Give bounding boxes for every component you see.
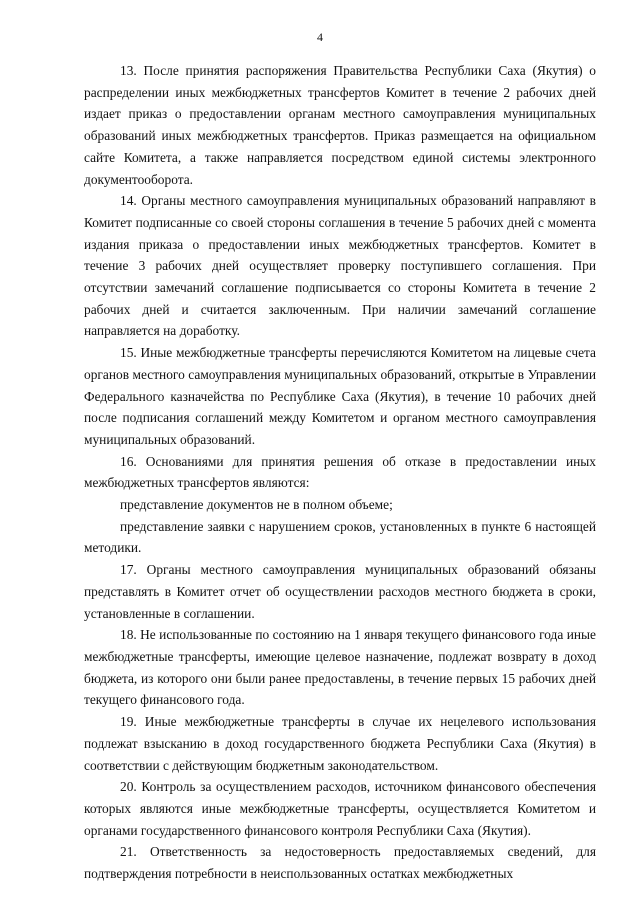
paragraph-16-item-2: представление заявки с нарушением сроков, установленных в пункте 6 настоящей методики. [84,518,596,556]
paragraph-20: 20. Контроль за осуществлением расходов, источником финансового обеспечения которых являются иные межбюджетные трансферты, осуществляется Комитетом и органами государственного финансового контроля Республики Саха (Якутия). [84,779,596,838]
paragraph-16-item-1: представление документов не в полном объеме; [120,497,393,513]
paragraph-18: 18. Не использованные по состоянию на 1 января текущего финансового года иные межбюджетные трансферты, имеющие целевое назначение, подлежат возврату в доход бюджета, из которого они были ранее предоставлены, в течение первых 15 рабочих дней текущего финансового года. [84,627,596,708]
page-number: 4 [317,30,323,44]
paragraph-13: 13. После принятия распоряжения Правительства Республики Саха (Якутия) о распределении иных межбюджетных трансфертов Комитет в течение 2 рабочих дней издает приказ о предоставлении органам местного самоуправления муниципальных образований иных межбюджетных трансфертов. Приказ размещается на официальном сайте Комитета, а также направляется посредством единой системы электронного документооборота. [84,63,596,187]
paragraph-15: 15. Иные межбюджетные трансферты перечисляются Комитетом на лицевые счета органов местного самоуправления муниципальных образований, открытые в Управлении Федерального казначейства по Республике Саха (Якутия), в течение 10 рабочих дней после подписания соглашений между Комитетом и органом местного самоуправления муниципальных образований. [84,345,596,447]
paragraph-16: 16. Основаниями для принятия решения об отказе в предоставлении иных межбюджетных трансфертов являются: [84,453,596,491]
paragraph-19: 19. Иные межбюджетные трансферты в случае их нецелевого использования подлежат взысканию в доход государственного бюджета Республики Саха (Якутия) в соответствии с действующим бюджетным законодательством. [84,714,596,773]
paragraph-14: 14. Органы местного самоуправления муниципальных образований направляют в Комитет подписанные со своей стороны соглашения в течение 5 рабочих дней с момента издания приказа о предоставлении иных межбюджетных трансфертов. Комитет в течение 3 рабочих дней осуществляет проверку поступившего соглашения. При отсутствии замечаний соглашение подписывается со стороны Комитета в течение 2 рабочих дней и считается заключенным. При наличии замечаний соглашение направляется на доработку. [84,193,596,339]
paragraph-17: 17. Органы местного самоуправления муниципальных образований обязаны представлять в Комитет отчет об осуществлении расходов местного бюджета в сроки, установленные в соглашении. [84,562,596,621]
paragraph-21: 21. Ответственность за недостоверность предоставляемых сведений, для подтверждения потребности в неиспользованных остатках межбюджетных [84,844,596,882]
document-body [84,60,596,885]
